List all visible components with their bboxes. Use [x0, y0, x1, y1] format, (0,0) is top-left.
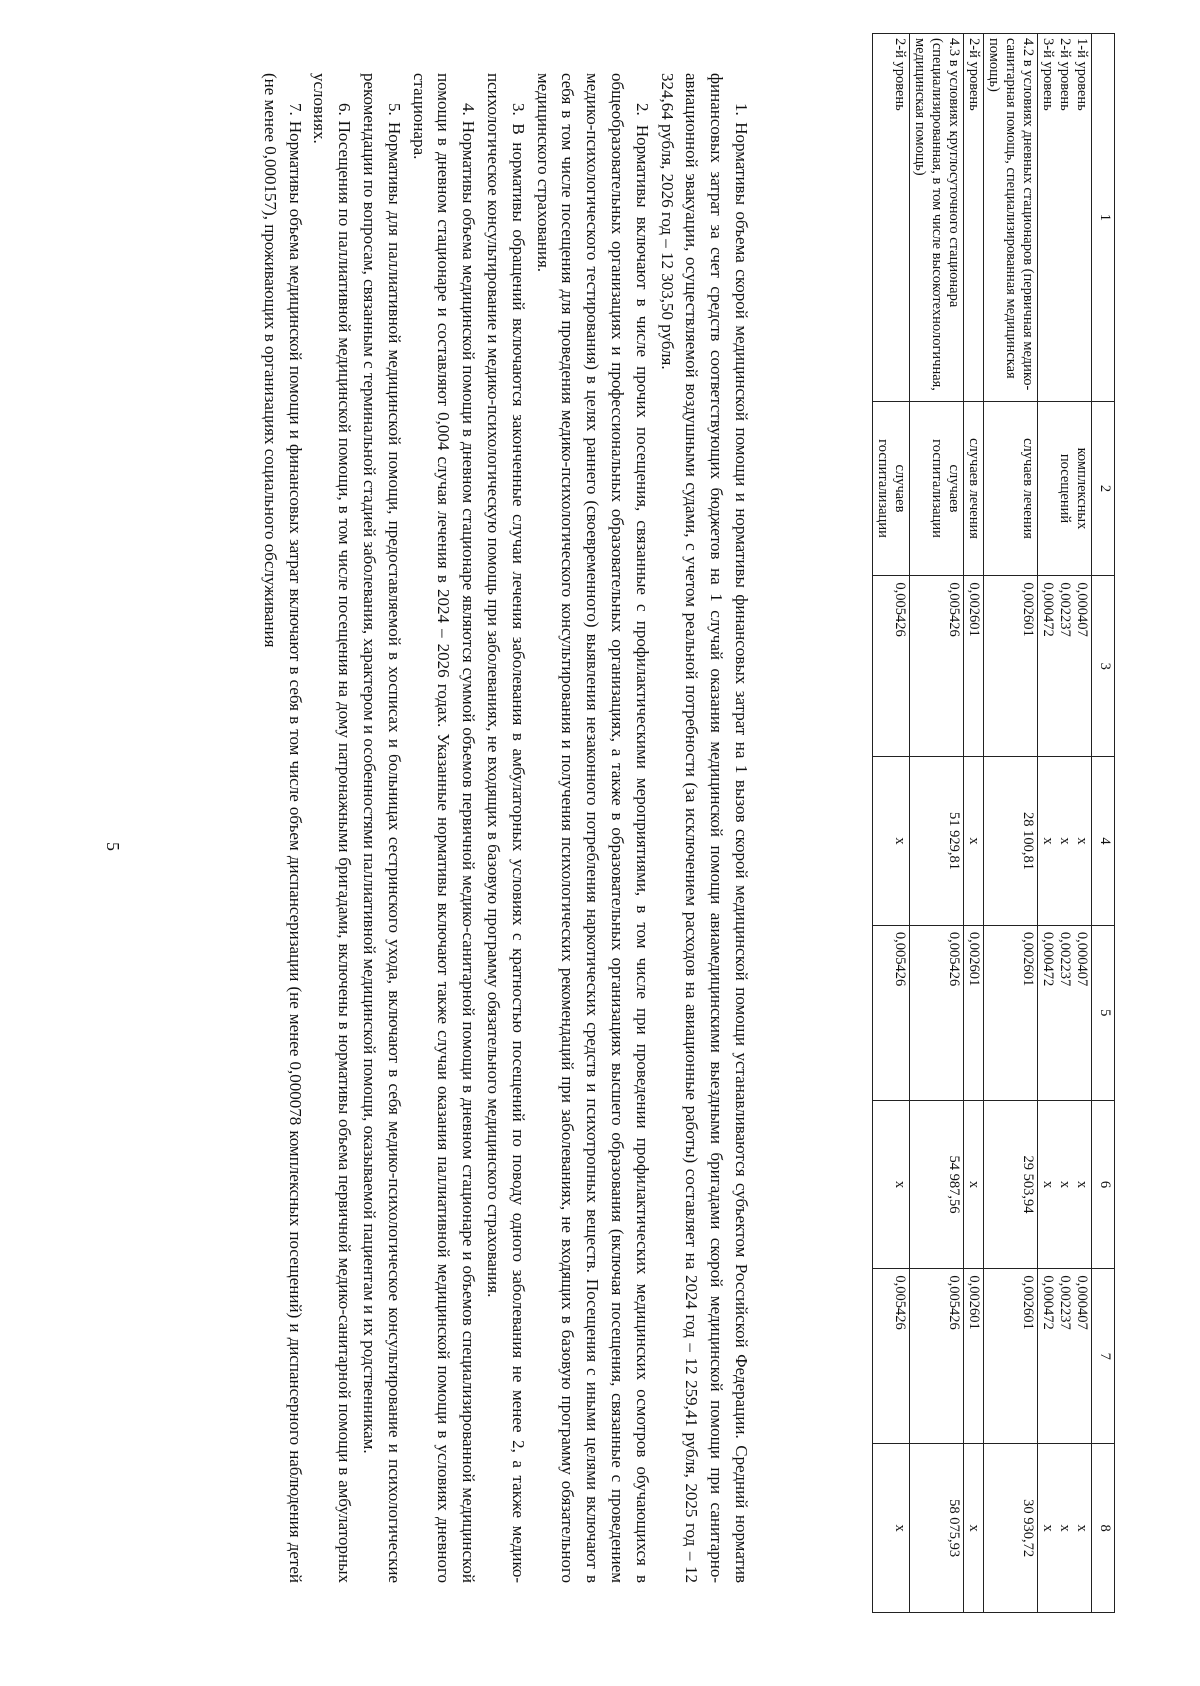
note-paragraph: 5. Нормативы для паллиативной медицинской помощи, предоставляемой в хосписах и больницах сестринского ухода, включают в себя медико-психологическое консультирование и психологические рекомендации по вопросам, связанным с терминальной стадией заболевания, характером и особенностями паллиативной медицинской помощи, оказываемой пациентам и их родственникам.: [360, 73, 404, 1583]
header-cell: 8: [1092, 1444, 1115, 1613]
table-cell-c7: 0,005426: [910, 1269, 964, 1444]
table-cell-c2: случаев госпитализации: [873, 401, 910, 576]
table-cell-c3: 0,005426: [910, 576, 964, 757]
table-cell-c5: 0,005426: [873, 925, 910, 1100]
table-cell-c5: 0,005426: [910, 925, 964, 1100]
header-cell: 3: [1092, 576, 1115, 757]
table-cell-c4: 28 100,81: [984, 757, 1038, 926]
table-row: [910, 34, 964, 1613]
table-cell-c3: 0,002601: [964, 576, 984, 757]
table-cell-c7: 0,000407 0,002237 0,000472: [1038, 1269, 1092, 1444]
table-cell-c6: x: [873, 1100, 910, 1269]
table-row: [964, 34, 984, 1613]
header-cell: 4: [1092, 757, 1115, 926]
header-cell: 5: [1092, 925, 1115, 1100]
note-paragraph: 2. Нормативы включают в числе прочих посещения, связанные с профилактическими мероприятиями, в том числе при проведении профилактических медицинских осмотров обучающихся в общеобразовательных организациях и профессиональных образовательных организациях, а также в образовательных организациях высшего образования (включая посещения, связанные с проведением медико-психологического тестирования) в целях раннего (своевременного) выявления незаконного потребления наркотических средств и психотропных веществ. Посещения с иными целями включают в себя в том числе посещения для проведения медико-психологического консультирования и получения психологических рекомендаций при заболеваниях, не входящих в базовую программу обязательного медицинского страхования.: [533, 73, 652, 1583]
table-cell-c4: x: [964, 757, 984, 926]
table-cell-c3: 0,002601: [984, 576, 1038, 757]
table-cell-c7: 0,005426: [873, 1269, 910, 1444]
table-cell-c8: 30 930,72: [984, 1444, 1038, 1613]
table-cell-c6: x x x: [1038, 1100, 1092, 1269]
table-cell-c8: x: [964, 1444, 984, 1613]
table-cell-c4: x x x: [1038, 757, 1092, 926]
table-cell-c1: 4.3 в условиях круглосуточного стационара (специализированная, в том числе высокотехнологичная, медицинская помощь): [910, 34, 964, 402]
note-paragraph: 4. Нормативы объема медицинской помощи в дневном стационаре являются суммой объемов первичной медико-санитарной помощи в дневном стационаре и объемов специализированной медицинской помощи в дневном стационаре и составляют 0,004 случая лечения в 2024 – 2026 годах. Указанные нормативы включают также случаи оказания паллиативной медицинской помощи в условиях дневного стационара.: [409, 73, 479, 1583]
notes-text: [257, 73, 753, 1583]
table-row: [873, 34, 910, 1613]
table-cell-c6: x: [964, 1100, 984, 1269]
table-cell-c8: x: [873, 1444, 910, 1613]
table-cell-c2: случаев госпитализации: [910, 401, 964, 576]
table-cell-c6: 29 503,94: [984, 1100, 1038, 1269]
table-cell-c3: 0,005426: [873, 576, 910, 757]
table-cell-c3: 0,000407 0,002237 0,000472: [1038, 576, 1092, 757]
page-number: 5: [103, 842, 123, 851]
table-cell-c5: 0,002601: [964, 925, 984, 1100]
table-cell-c2: комплексных посещений: [1038, 401, 1092, 576]
table-cell-c8: x x x: [1038, 1444, 1092, 1613]
table-row: [1038, 34, 1092, 1613]
table-cell-c2: случаев лечения: [984, 401, 1038, 576]
table-cell-c5: 0,002601: [984, 925, 1038, 1100]
header-cell: 6: [1092, 1100, 1115, 1269]
header-cell: 2: [1092, 401, 1115, 576]
table-cell-c1: 2-й уровень: [873, 34, 910, 402]
table-cell-c1: 2-й уровень: [964, 34, 984, 402]
table-cell-c1: 1-й уровень 2-й уровень 3-й уровень: [1038, 34, 1092, 402]
table-cell-c5: 0,000407 0,002237 0,000472: [1038, 925, 1092, 1100]
header-cell: 7: [1092, 1269, 1115, 1444]
table-cell-c2: случаев лечения: [964, 401, 984, 576]
table-cell-c6: 54 987,56: [910, 1100, 964, 1269]
rotated-page-content: [135, 33, 1115, 1643]
note-paragraph: 1. Нормативы объема скорой медицинской помощи и нормативы финансовых затрат на 1 вызов скорой медицинской помощи устанавливаются субъектом Российской Федерации. Средний норматив финансовых затрат за счет средств соответствующих бюджетов на 1 случай оказания медицинской помощи авиамедицинскими выездными бригадами скорой медицинской помощи при санитарно-авиационной эвакуации, осуществляемой воздушными судами, с учетом реальной потребности (за исключением расходов на авиационные работы) составляет на 2024 год – 12 259,41 рубля, 2025 год – 12 324,64 рубля, 2026 год – 12 303,50 рубля.: [657, 73, 751, 1583]
table-cell-c8: 58 075,93: [910, 1444, 964, 1613]
note-paragraph: 3. В нормативы обращений включаются законченные случаи лечения заболевания в амбулаторных условиях с кратностью посещений по поводу одного заболевания не менее 2, а также медико-психологическое консультирование и медико-психологическую помощь при заболеваниях, не входящих в базовую программу обязательного медицинского страхования.: [484, 73, 528, 1583]
header-cell: 1: [1092, 34, 1115, 402]
table-cell-c4: 51 929,81: [910, 757, 964, 926]
table-cell-c7: 0,002601: [964, 1269, 984, 1444]
table-header-row: [1092, 34, 1115, 1613]
note-paragraph: 6. Посещения по паллиативной медицинской помощи, в том числе посещения на дому патронажными бригадами, включены в нормативы объема первичной медико-санитарной помощи в амбулаторных условиях.: [310, 73, 355, 1583]
table-cell-c1: 4.2 в условиях дневных стационаров (первичная медико-санитарная помощь, специализированная медицинская помощь): [984, 34, 1038, 402]
note-paragraph: 7. Нормативы объема медицинской помощи и финансовых затрат включают в себя в том числе объем диспансеризации (не менее 0,000078 комплексных посещений) и диспансерного наблюдения детей (не менее 0,000157), проживающих в организациях социального обслуживания: [260, 73, 305, 1583]
norms-table: [872, 33, 1115, 1613]
table-cell-c7: 0,002601: [984, 1269, 1038, 1444]
table-cell-c4: x: [873, 757, 910, 926]
table-row: [984, 34, 1038, 1613]
